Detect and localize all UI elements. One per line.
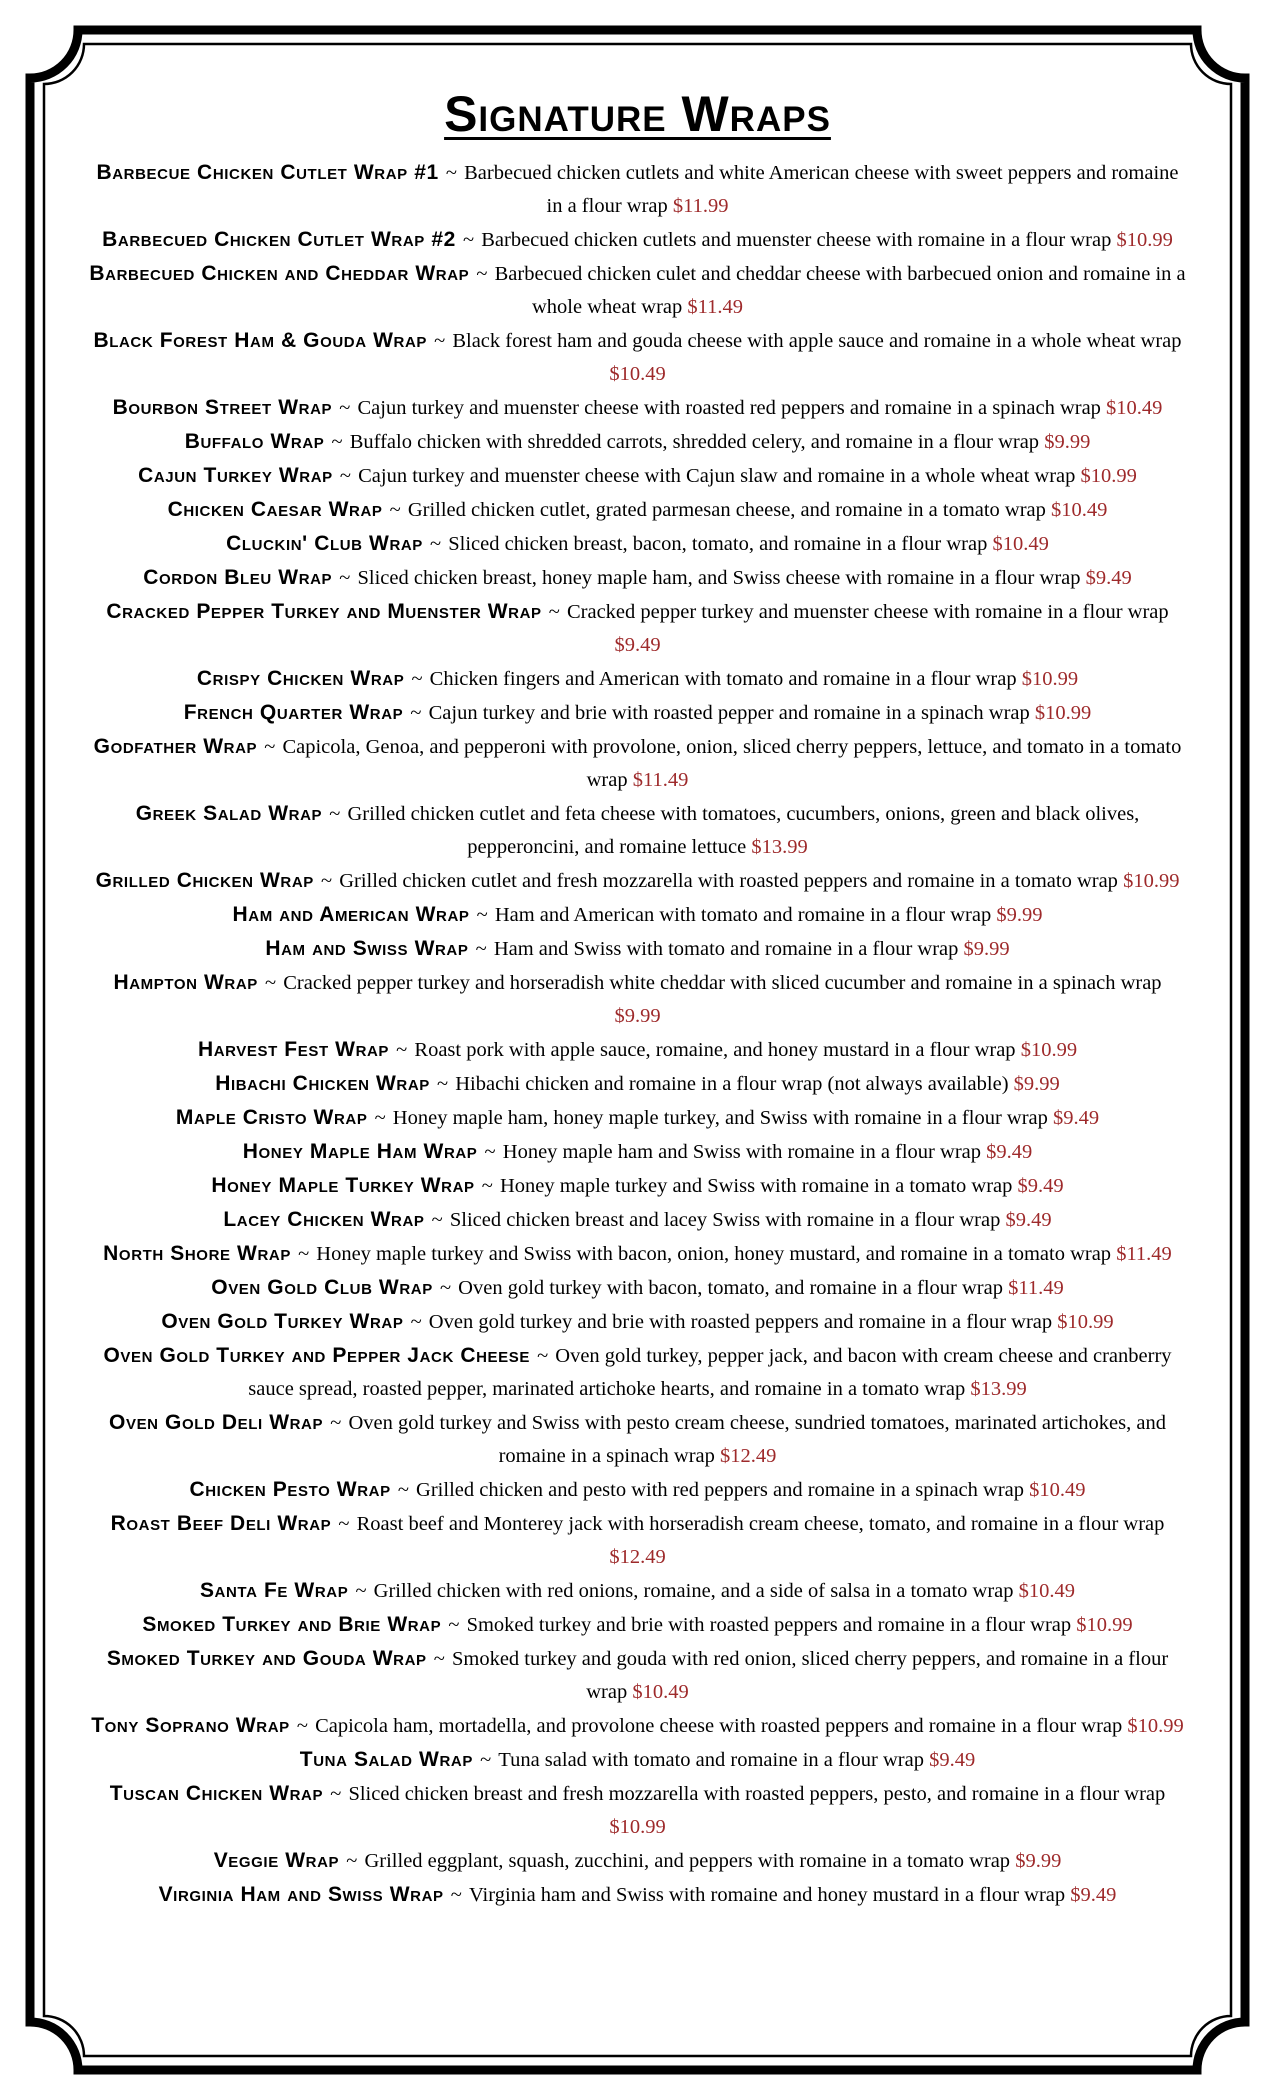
menu-item-description: Ham and American with tomato and romaine in a flour wrap: [494, 904, 992, 926]
menu-item-description: Honey maple turkey and Swiss with bacon, onion, honey mustard, and romaine in a tomato wrap: [316, 1243, 1112, 1265]
menu-item-price: $10.49: [1051, 499, 1108, 521]
menu-page: [88, 82, 1187, 1912]
menu-item-description: Buffalo chicken with shredded carrots, shredded celery, and romaine in a flour wrap: [349, 431, 1040, 453]
menu-item-description: Oven gold turkey with bacon, tomato, and romaine in a flour wrap: [458, 1277, 1003, 1299]
menu-item: [88, 257, 1187, 324]
menu-item-separator: ~: [426, 1209, 448, 1231]
menu-title: Signature Wraps: [444, 86, 831, 142]
menu-item: [88, 156, 1187, 223]
menu-item: [88, 391, 1187, 425]
menu-item: [88, 1203, 1187, 1237]
menu-item-price: $10.99: [1076, 1614, 1133, 1636]
menu-item: [88, 493, 1187, 527]
menu-item-price: $9.49: [1005, 1209, 1052, 1231]
menu-item: [88, 1406, 1187, 1473]
menu-item: [88, 1067, 1187, 1101]
menu-item-description: Oven gold turkey and brie with roasted peppers and romaine in a flour wrap: [428, 1311, 1053, 1333]
menu-item-description: Sliced chicken breast, honey maple ham, and Swiss cheese with romaine in a flour wrap: [357, 567, 1081, 589]
menu-item-name: Maple Cristo Wrap: [175, 1106, 368, 1129]
menu-item: [88, 1507, 1187, 1574]
menu-item-price: $10.99: [1080, 465, 1137, 487]
menu-item-description: Roast beef and Monterey jack with horseradish cream cheese, tomato, and romaine in a flour wrap: [356, 1513, 1165, 1535]
menu-item-name: Honey Maple Ham Wrap: [242, 1140, 478, 1163]
menu-item: [88, 561, 1187, 595]
menu-item-separator: ~: [543, 601, 565, 623]
menu-item-price: $11.49: [1116, 1243, 1172, 1265]
menu-item-description: Smoked turkey and gouda with red onion, sliced cherry peppers, and romaine in a flour wrap: [451, 1648, 1169, 1703]
menu-item: [88, 1777, 1187, 1844]
menu-item: [88, 1743, 1187, 1777]
menu-item-description: Ham and Swiss with tomato and romaine in a flour wrap: [493, 938, 959, 960]
menu-item: [88, 1305, 1187, 1339]
menu-item-name: Barbecued Chicken Cutlet Wrap #2: [102, 228, 456, 251]
menu-item-price: $10.99: [1034, 702, 1092, 724]
menu-item-description: Sliced chicken breast and fresh mozzarella with roasted peppers, pesto, and romaine in a flour wrap: [348, 1783, 1166, 1805]
menu-item-separator: ~: [326, 431, 348, 453]
menu-item: [88, 797, 1187, 864]
menu-item-name: Oven Gold Club Wrap: [211, 1276, 433, 1299]
menu-item-separator: ~: [431, 1073, 454, 1095]
menu-item-separator: ~: [471, 904, 493, 926]
menu-item-separator: ~: [292, 1243, 315, 1265]
menu-item-name: Tuscan Chicken Wrap: [109, 1782, 324, 1805]
menu-item-name: Buffalo Wrap: [184, 430, 325, 453]
menu-item-name: Santa Fe Wrap: [199, 1579, 349, 1602]
menu-item: [88, 1878, 1187, 1912]
menu-item-price: $10.99: [1020, 1039, 1078, 1061]
menu-item-description: Capicola ham, mortadella, and provolone cheese with roasted peppers and romaine in a flour wrap: [315, 1715, 1123, 1737]
menu-item-description: Grilled chicken cutlet and fresh mozzarella with roasted peppers and romaine in a tomato wrap: [339, 870, 1118, 892]
menu-item-price: $9.99: [1015, 1850, 1062, 1872]
menu-item-price: $10.99: [1116, 229, 1173, 251]
menu-item-name: Black Forest Ham & Gouda Wrap: [93, 329, 427, 352]
menu-item-name: Ham and American Wrap: [232, 903, 470, 926]
menu-item-price: $13.99: [751, 836, 808, 858]
menu-item-price: $9.49: [614, 634, 661, 656]
menu-item-price: $10.49: [632, 1681, 689, 1703]
menu-item-description: Black forest ham and gouda cheese with apple sauce and romaine in a whole wheat wrap: [452, 330, 1182, 352]
menu-item-separator: ~: [350, 1580, 372, 1602]
menu-item: [88, 1844, 1187, 1878]
menu-item-separator: ~: [471, 263, 493, 285]
menu-item-separator: ~: [457, 229, 480, 251]
menu-item-price: $10.49: [1018, 1580, 1076, 1602]
menu-item: [88, 1101, 1187, 1135]
menu-item-separator: ~: [443, 1614, 465, 1636]
menu-item-name: Chicken Caesar Wrap: [167, 498, 383, 521]
menu-item-name: Bourbon Street Wrap: [112, 396, 333, 419]
menu-item-name: Virginia Ham and Swiss Wrap: [158, 1883, 444, 1906]
menu-item-description: Grilled eggplant, squash, zucchini, and peppers with romaine in a tomato wrap: [364, 1850, 1011, 1872]
menu-item-price: $9.99: [1044, 431, 1091, 453]
menu-item-price: $9.99: [996, 904, 1043, 926]
menu-item: [88, 1574, 1187, 1608]
menu-item-description: Cracked pepper turkey and horseradish white cheddar with sliced cucumber and romaine in a spinach wrap: [283, 972, 1162, 994]
menu-item-separator: ~: [428, 1648, 450, 1670]
menu-item-separator: ~: [434, 1277, 457, 1299]
menu-item-separator: ~: [334, 465, 357, 487]
menu-item: [88, 1608, 1187, 1642]
menu-item-description: Grilled chicken with red onions, romaine, and a side of salsa in a tomato wrap: [373, 1580, 1014, 1602]
menu-item-separator: ~: [405, 702, 427, 724]
menu-item-separator: ~: [429, 330, 451, 352]
menu-item-price: $11.49: [687, 296, 744, 318]
menu-item-name: Oven Gold Turkey and Pepper Jack Cheese: [103, 1344, 530, 1367]
menu-item-price: $11.49: [632, 769, 689, 791]
menu-item-separator: ~: [445, 1884, 467, 1906]
menu-item-separator: ~: [259, 736, 281, 758]
menu-item-price: $10.99: [1127, 1715, 1184, 1737]
menu-item-price: $13.99: [970, 1378, 1027, 1400]
menu-item-price: $10.49: [1029, 1479, 1086, 1501]
menu-item-name: Smoked Turkey and Brie Wrap: [142, 1613, 442, 1636]
menu-item-price: $9.49: [1053, 1107, 1100, 1129]
menu-item-description: Cajun turkey and brie with roasted pepper and romaine in a spinach wrap: [428, 702, 1030, 724]
menu-item-separator: ~: [424, 533, 447, 555]
menu-item: [88, 966, 1187, 1033]
menu-item: [88, 595, 1187, 662]
menu-item-separator: ~: [325, 1412, 347, 1434]
menu-item-name: Cajun Turkey Wrap: [138, 464, 333, 487]
menu-item-separator: ~: [333, 1513, 355, 1535]
menu-item-name: Barbecued Chicken and Cheddar Wrap: [89, 262, 470, 285]
menu-item-description: Roast pork with apple sauce, romaine, and honey mustard in a flour wrap: [414, 1039, 1016, 1061]
menu-item-price: $10.99: [609, 1816, 666, 1838]
menu-item: [88, 1473, 1187, 1507]
menu-item-price: $11.49: [1008, 1277, 1064, 1299]
menu-item-price: $12.49: [609, 1546, 666, 1568]
menu-item-name: Tony Soprano Wrap: [91, 1714, 290, 1737]
menu-item-description: Oven gold turkey and Swiss with pesto cream cheese, sundried tomatoes, marinated artichokes, and romaine in a spinach wrap: [348, 1412, 1166, 1467]
menu-item: [88, 459, 1187, 493]
menu-item-separator: ~: [324, 803, 346, 825]
menu-item: [88, 1135, 1187, 1169]
menu-item-price: $10.49: [1106, 397, 1163, 419]
menu-item-description: Sliced chicken breast and lacey Swiss with romaine in a flour wrap: [449, 1209, 1001, 1231]
menu-item: [88, 864, 1187, 898]
menu-item-description: Cajun turkey and muenster cheese with roasted red peppers and romaine in a spinach wrap: [357, 397, 1101, 419]
menu-item-price: $10.99: [1057, 1311, 1114, 1333]
menu-item-name: Harvest Fest Wrap: [197, 1038, 390, 1061]
menu-item-name: Chicken Pesto Wrap: [189, 1478, 391, 1501]
menu-item-separator: ~: [384, 499, 406, 521]
menu-item-description: Honey maple turkey and Swiss with romaine in a tomato wrap: [500, 1175, 1013, 1197]
menu-item-name: Barbecue Chicken Cutlet Wrap #1: [96, 161, 439, 184]
menu-item-description: Grilled chicken cutlet, grated parmesan cheese, and romaine in a tomato wrap: [407, 499, 1046, 521]
menu-item-description: Oven gold turkey, pepper jack, and bacon with cream cheese and cranberry sauce spread, roasted pepper, marinated artichoke hearts, and romaine in a tomato wrap: [248, 1345, 1172, 1400]
menu-item: [88, 1339, 1187, 1406]
menu-item-description: Grilled chicken and pesto with red peppers and romaine in a spinach wrap: [416, 1479, 1025, 1501]
menu-item: [88, 898, 1187, 932]
menu-item-price: $9.99: [614, 1005, 661, 1027]
menu-item-name: Veggie Wrap: [213, 1849, 340, 1872]
menu-item-description: Cracked pepper turkey and muenster cheese with romaine in a flour wrap: [566, 601, 1169, 623]
menu-item-description: Tuna salad with tomato and romaine in a flour wrap: [498, 1749, 924, 1771]
menu-item: [88, 932, 1187, 966]
menu-item-price: $12.49: [720, 1445, 777, 1467]
menu-item-separator: ~: [476, 1175, 498, 1197]
menu-item-description: Barbecued chicken cutlets and white American cheese with sweet peppers and romaine in a flour wrap: [464, 162, 1179, 217]
menu-item-name: Hampton Wrap: [113, 971, 258, 994]
menu-item-description: Capicola, Genoa, and pepperoni with provolone, onion, sliced cherry peppers, lettuce, and tomato in a tomato wrap: [282, 736, 1182, 791]
menu-item-separator: ~: [392, 1479, 415, 1501]
menu-item: [88, 1237, 1187, 1271]
menu-item-description: Grilled chicken cutlet and feta cheese with tomatoes, cucumbers, onions, green and black olives, pepperoncini, and romaine lettuce: [347, 803, 1140, 858]
menu-item-list: [88, 156, 1187, 1912]
menu-item-price: $9.99: [1013, 1073, 1060, 1095]
menu-item-price: $10.49: [992, 533, 1049, 555]
menu-item-price: $9.99: [963, 938, 1010, 960]
menu-item-description: Barbecued chicken culet and cheddar cheese with barbecued onion and romaine in a whole wheat wrap: [494, 263, 1186, 318]
menu-item-separator: ~: [291, 1715, 314, 1737]
menu-item: [88, 1033, 1187, 1067]
menu-item-description: Sliced chicken breast, bacon, tomato, and romaine in a flour wrap: [448, 533, 988, 555]
menu-item-name: Cordon Bleu Wrap: [143, 566, 333, 589]
menu-item-description: Hibachi chicken and romaine in a flour wrap (not always available): [455, 1073, 1009, 1095]
menu-item-description: Chicken fingers and American with tomato and romaine in a flour wrap: [429, 668, 1017, 690]
menu-item-description: Barbecued chicken cutlets and muenster cheese with romaine in a flour wrap: [481, 229, 1112, 251]
menu-item-separator: ~: [391, 1039, 413, 1061]
menu-item-separator: ~: [315, 870, 338, 892]
menu-item-separator: ~: [325, 1783, 347, 1805]
menu-item-separator: ~: [440, 162, 463, 184]
menu-item-name: Grilled Chicken Wrap: [95, 869, 314, 892]
menu-item: [88, 527, 1187, 561]
menu-item: [88, 1271, 1187, 1305]
menu-item-description: Honey maple ham, honey maple turkey, and Swiss with romaine in a flour wrap: [392, 1107, 1048, 1129]
menu-item-separator: ~: [259, 972, 282, 994]
menu-item-description: Smoked turkey and brie with roasted peppers and romaine in a flour wrap: [466, 1614, 1072, 1636]
menu-item: [88, 1709, 1187, 1743]
menu-item: [88, 324, 1187, 391]
menu-item: [88, 1169, 1187, 1203]
menu-item-separator: ~: [406, 668, 428, 690]
menu-item-name: Crispy Chicken Wrap: [196, 667, 405, 690]
menu-item-name: Greek Salad Wrap: [135, 802, 323, 825]
menu-item-separator: ~: [474, 1749, 497, 1771]
menu-item-name: Smoked Turkey and Gouda Wrap: [106, 1647, 427, 1670]
menu-item-name: Lacey Chicken Wrap: [223, 1208, 425, 1231]
menu-item-name: Ham and Swiss Wrap: [265, 937, 469, 960]
menu-item: [88, 1642, 1187, 1709]
menu-item-name: Cracked Pepper Turkey and Muenster Wrap: [106, 600, 542, 623]
menu-item-price: $10.99: [1123, 870, 1180, 892]
menu-item: [88, 730, 1187, 797]
menu-item-name: Hibachi Chicken Wrap: [215, 1072, 430, 1095]
menu-item-price: $10.99: [1021, 668, 1079, 690]
menu-item-separator: ~: [470, 938, 492, 960]
menu-item: [88, 425, 1187, 459]
menu-item-price: $9.49: [929, 1749, 976, 1771]
menu-item-price: $9.49: [1085, 567, 1132, 589]
menu-item-separator: ~: [334, 397, 356, 419]
menu-item-price: $9.49: [1070, 1884, 1117, 1906]
menu-item: [88, 662, 1187, 696]
menu-item-description: Virginia ham and Swiss with romaine and honey mustard in a flour wrap: [468, 1884, 1066, 1906]
menu-item-name: Honey Maple Turkey Wrap: [211, 1174, 475, 1197]
menu-item-price: $10.49: [609, 363, 666, 385]
menu-item-separator: ~: [479, 1141, 501, 1163]
menu-item-separator: ~: [405, 1311, 427, 1333]
menu-item-separator: ~: [334, 567, 356, 589]
menu-item-name: Oven Gold Deli Wrap: [109, 1411, 324, 1434]
menu-item-price: $11.99: [672, 195, 729, 217]
menu-item-separator: ~: [369, 1107, 391, 1129]
menu-item-name: French Quarter Wrap: [183, 701, 404, 724]
menu-item: [88, 223, 1187, 257]
menu-item-name: North Shore Wrap: [103, 1242, 291, 1265]
menu-item-name: Oven Gold Turkey Wrap: [161, 1310, 404, 1333]
menu-item-price: $9.49: [986, 1141, 1033, 1163]
menu-item-description: Honey maple ham and Swiss with romaine in a flour wrap: [502, 1141, 981, 1163]
menu-item-name: Roast Beef Deli Wrap: [110, 1512, 332, 1535]
menu-item: [88, 696, 1187, 730]
menu-item-separator: ~: [531, 1345, 554, 1367]
menu-item-description: Cajun turkey and muenster cheese with Cajun slaw and romaine in a whole wheat wrap: [358, 465, 1076, 487]
menu-item-name: Tuna Salad Wrap: [299, 1748, 473, 1771]
menu-item-name: Godfather Wrap: [93, 735, 258, 758]
menu-item-name: Cluckin' Club Wrap: [226, 532, 423, 555]
menu-item-separator: ~: [341, 1850, 363, 1872]
menu-item-price: $9.49: [1017, 1175, 1064, 1197]
